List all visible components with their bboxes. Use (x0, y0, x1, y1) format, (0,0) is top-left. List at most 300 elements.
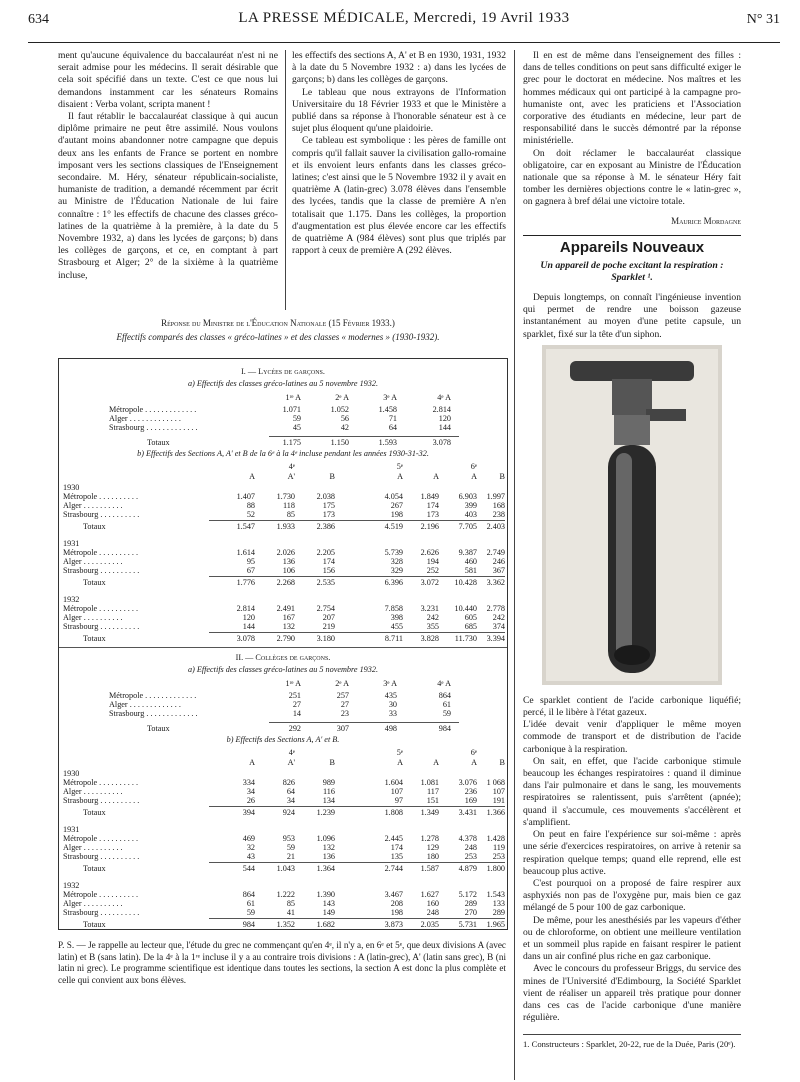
col2-paragraph: Ce tableau est symbolique : les pères de famille ont compris qu'il fallait sauver la civilisation gallo-romaine et ils envoient leurs enfants dans les classes gréco-latines; c'est ainsi que le 5 Novembre 1932 il y avait en quatrième A (latin-grec) 3.078 élèves dans l'ensemble des lycées, tandis que la classe de première A n'en totalisait que 1.175. Dans les collèges, la proportion d'augmentation est plus élevée encore car les effectifs de quatrième A (984 élèves) sont plus que triplés par rapport à ceux de première A (292 élèves. (292, 135, 506, 257)
table-cell: 1.071 (282, 405, 301, 414)
table-cell: 88 (246, 501, 255, 510)
row-label: Totaux (83, 864, 106, 873)
table-cell: 56 (340, 414, 349, 423)
table-cell: 367 (492, 566, 505, 575)
table-cell: 2.026 (276, 548, 295, 557)
table-cell: 498 (384, 724, 397, 733)
table-rule (209, 576, 505, 577)
table-cell: 1.849 (420, 492, 439, 501)
table-cell: 219 (322, 622, 335, 631)
table-cell: 3ᵉ A (383, 679, 397, 688)
table-cell: 5ᵉ (396, 462, 403, 471)
table-cell: 3ᵉ A (383, 393, 397, 402)
section-rule (523, 235, 741, 236)
table-cell: A' (287, 758, 295, 767)
table-cell: 1.965 (486, 920, 505, 929)
table-cell: B (329, 472, 335, 481)
table-cell: 85 (286, 899, 295, 908)
table-cell: 2.754 (316, 604, 335, 613)
table-cell: 198 (390, 908, 403, 917)
year-label: 1932 (63, 595, 80, 604)
table-cell: 10.440 (454, 604, 477, 613)
table-cell: 107 (492, 787, 505, 796)
table-cell: 34 (286, 796, 295, 805)
table-cell: 156 (322, 566, 335, 575)
table-cell: 292 (288, 724, 301, 733)
table-cell: 41 (286, 908, 295, 917)
col1-paragraph: ment qu'aucune équivalence du baccalauréat n'est ni ne serait admise pour les médecins. Il serait désirable que cela soit spécifié dans un texte. C'est ce que nous lui demandons instamment car les sénateurs Romains disaient : Verba volant, scripta manent ! (58, 50, 278, 110)
column-2 (292, 50, 506, 257)
table-cell: 10.428 (454, 578, 477, 587)
table-cell: 1.364 (316, 864, 335, 873)
table-cell: 394 (242, 808, 255, 817)
table-cell: 1ʳᵉ A (285, 679, 301, 688)
table-cell: 1 068 (486, 778, 505, 787)
table-cell: 2.038 (316, 492, 335, 501)
section-title: Appareils Nouveaux (559, 238, 705, 256)
table-cell: 252 (426, 566, 439, 575)
part-title: I. — Lycées de garçons. (241, 367, 325, 376)
table-heading: Réponse du Ministre de l'Éducation Nationale (15 Février 1933.) (161, 318, 395, 328)
table-cell: 59 (286, 843, 295, 852)
table-cell: 1.730 (276, 492, 295, 501)
table-cell: 180 (426, 852, 439, 861)
table-cell: 253 (492, 852, 505, 861)
table-cell: 253 (464, 852, 477, 861)
table-cell: 289 (492, 908, 505, 917)
table-cell: 175 (322, 501, 335, 510)
table-cell: 173 (426, 510, 439, 519)
row-label: Alger . . . . . . . . . . (63, 843, 123, 852)
table-cell: 328 (390, 557, 403, 566)
table-rule (59, 647, 507, 648)
table-cell: 1.627 (420, 890, 439, 899)
row-label: Strasbourg . . . . . . . . . . . . . (109, 423, 198, 432)
table-cell: 34 (246, 787, 255, 796)
row-label: Strasbourg . . . . . . . . . . (63, 908, 140, 917)
table-cell: 194 (426, 557, 439, 566)
table-cell: A (471, 758, 477, 767)
table-cell: 45 (292, 423, 301, 432)
table-rule (209, 806, 505, 807)
table-cell: 685 (464, 622, 477, 631)
table-cell: 1.278 (420, 834, 439, 843)
table-cell: 52 (246, 510, 255, 519)
col2-paragraph: les effectifs des sections A, A' et B en 1930, 1931, 1932 à la date du 5 Novembre 1932 : a) dans les lycées de garçons; b) dans les collèges de garçons. (292, 50, 506, 86)
table-cell: 238 (492, 510, 505, 519)
table-cell: 6ᵉ (470, 748, 477, 757)
table-cell: 2.403 (486, 522, 505, 531)
row-label: Strasbourg . . . . . . . . . . (63, 852, 140, 861)
table-cell: 33 (388, 709, 397, 718)
table-cell: 2.386 (316, 522, 335, 531)
table-cell: 1.366 (486, 808, 505, 817)
column-1 (58, 50, 278, 282)
table-cell: 134 (322, 796, 335, 805)
sub-table-title: a) Effectifs des classes gréco-latines au 5 novembre 1932. (187, 665, 378, 674)
table-cell: 2.445 (384, 834, 403, 843)
table-cell: 169 (464, 796, 477, 805)
table-cell: 30 (388, 700, 397, 709)
table-cell: A (249, 472, 255, 481)
table-cell: 1.407 (236, 492, 255, 501)
table-rule (269, 722, 459, 723)
table-cell: 207 (322, 613, 335, 622)
table-cell: A (397, 472, 403, 481)
table-cell: 1.150 (330, 438, 349, 447)
table-cell: 143 (322, 899, 335, 908)
journal-title: LA PRESSE MÉDICALE, Mercredi, 19 Avril 1933 (238, 10, 570, 26)
table-cell: 95 (246, 557, 255, 566)
table-cell: 2.268 (276, 578, 295, 587)
sub-table-title: a) Effectifs des classes gréco-latines au 5 novembre 1932. (187, 379, 378, 388)
table-cell: 399 (464, 501, 477, 510)
table-cell: 27 (340, 700, 349, 709)
table-cell: 1.239 (316, 808, 335, 817)
table-cell: 132 (282, 622, 295, 631)
table-cell: 1.458 (378, 405, 397, 414)
sub-table-title: b) Effectifs des Sections A, A' et B de la 6ᵉ à la 4ᵉ incluse pendant les années 1930-31-32. (137, 449, 429, 458)
table-cell: 826 (282, 778, 295, 787)
row-label: Métropole . . . . . . . . . . (63, 890, 139, 899)
table-rule (209, 632, 505, 633)
col1-paragraph: Il faut rétablir le baccalauréat classique à qui aucun diplôme primaire ne peut être assimilé. Nous voulons d'autant moins abandonner notre campagne que depuis deux ans les enfants de France se portent en nombre imposant vers les sections classiques de l'Enseignement secondaire. M. Héry, sénateur républicain-socialiste, humaniste de tradition, a demandé récemment par écrit au Ministre de l'Éducation Nationale de lui faire connaître : 1° les effectifs de chacune des classes gréco-latines de la quatrième à la première, à la date du 5 Novembre 1932, a) dans les lycées de garçons; b) dans les collèges de garçons, et ce, en comptant à part Strasbourg et Alger; 2° de la sixième à la quatrième incluse, (58, 111, 278, 281)
table-cell: 97 (394, 796, 403, 805)
table-cell: 236 (464, 787, 477, 796)
table-cell: A (433, 472, 439, 481)
row-label: Métropole . . . . . . . . . . (63, 548, 139, 557)
article-paragraph: On peut en faire l'expérience sur soi-même : après une série d'exercices respiratoires, on arrive à retenir sa respiration quelque temps; quand elle reprend, elle est beaucoup plus active. (523, 829, 741, 877)
table-cell: 248 (464, 843, 477, 852)
table-cell: 1.081 (420, 778, 439, 787)
table-cell: 2.814 (236, 604, 255, 613)
column-divider (514, 50, 515, 1080)
table-cell: 4ᵉ A (437, 393, 451, 402)
table-cell: 3.231 (420, 604, 439, 613)
row-label: Alger . . . . . . . . . . (63, 501, 123, 510)
table-cell: 3.467 (384, 890, 403, 899)
table-cell: 120 (242, 613, 255, 622)
table-cell: 1.593 (378, 438, 397, 447)
page-number: 634 (28, 12, 49, 27)
table-cell: 3.362 (486, 578, 505, 587)
row-label: Métropole . . . . . . . . . . . . . (109, 691, 197, 700)
table-cell: 242 (492, 613, 505, 622)
col2-paragraph: Le tableau que nous extrayons de l'Information Universitaire du 18 Février 1933 et que le Ministère a publié dans sa réponse à l'honorable sénateur est à ce sujet plus éloquent qu'une plaidoirie. (292, 86, 506, 135)
table-cell: 4ᵉ (288, 748, 295, 757)
table-cell: 119 (493, 843, 505, 852)
table-cell: A' (287, 472, 295, 481)
table-cell: 174 (390, 843, 403, 852)
table-cell: 2.814 (432, 405, 451, 414)
table-rule (209, 862, 505, 863)
table-cell: 864 (242, 890, 255, 899)
year-label: 1930 (63, 769, 80, 778)
table-cell: 3.072 (420, 578, 439, 587)
table-cell: 136 (322, 852, 335, 861)
row-label: Totaux (147, 724, 170, 733)
statistics-table (58, 358, 508, 930)
row-label: Alger . . . . . . . . . . . . . (109, 700, 181, 709)
table-cell: 374 (492, 622, 505, 631)
table-cell: 1.428 (486, 834, 505, 843)
table-cell: 174 (426, 501, 439, 510)
table-cell: 151 (426, 796, 439, 805)
table-cell: 144 (242, 622, 255, 631)
table-cell: 42 (340, 423, 349, 432)
table-cell: 7.858 (384, 604, 403, 613)
table-cell: 59 (442, 709, 451, 718)
table-cell: 1.614 (236, 548, 255, 557)
table-cell: 329 (390, 566, 403, 575)
table-cell: 242 (426, 613, 439, 622)
year-label: 1930 (63, 483, 80, 492)
table-cell: 2ᵉ A (335, 393, 349, 402)
table-cell: 334 (242, 778, 255, 787)
table-cell: 6ᵉ (470, 462, 477, 471)
table-cell: 1.390 (316, 890, 335, 899)
table-subheading: Effectifs comparés des classes « gréco-latines » et des classes « modernes » (1930-1932). (116, 332, 440, 342)
row-label: Alger . . . . . . . . . . (63, 899, 123, 908)
table-cell: 1.997 (486, 492, 505, 501)
table-cell: A (249, 758, 255, 767)
article-paragraph: Avec le concours du professeur Briggs, du service des mines de l'Université d'Edimbourg, la Société Sparklet vient de réaliser un appareil très pratique pour donner dans ces cas de l'acide carbonique d'une manière régulière. (523, 963, 741, 1024)
table-cell: 460 (464, 557, 477, 566)
table-cell: 1.682 (316, 920, 335, 929)
table-cell: 5.731 (458, 920, 477, 929)
table-cell: 403 (464, 510, 477, 519)
table-cell: 198 (390, 510, 403, 519)
table-cell: 2.491 (276, 604, 295, 613)
table-cell: 307 (336, 724, 349, 733)
table-cell: 67 (246, 566, 255, 575)
column-divider (285, 50, 286, 310)
table-cell: 2.035 (420, 920, 439, 929)
table-cell: 120 (438, 414, 451, 423)
table-cell: 1.587 (420, 864, 439, 873)
table-cell: 59 (292, 414, 301, 423)
article-subtitle: Un appareil de poche excitant la respiration : Sparklet ¹. (540, 260, 724, 284)
table-cell: 984 (242, 920, 255, 929)
row-label: Métropole . . . . . . . . . . . . . (109, 405, 197, 414)
table-cell: A (433, 758, 439, 767)
table-cell: 61 (442, 700, 451, 709)
table-cell: 3.873 (384, 920, 403, 929)
table-cell: 4ᵉ (288, 462, 295, 471)
year-label: 1931 (63, 825, 80, 834)
row-label: Totaux (83, 920, 106, 929)
table-cell: 398 (390, 613, 403, 622)
table-cell: 2.205 (316, 548, 335, 557)
table-cell: 2.626 (420, 548, 439, 557)
sparklet-device-icon (542, 345, 722, 685)
table-cell: 2ᵉ A (335, 679, 349, 688)
table-cell: 1.543 (486, 890, 505, 899)
table-cell: 953 (282, 834, 295, 843)
table-cell: 1.547 (236, 522, 255, 531)
table-cell: 267 (390, 501, 403, 510)
table-cell: 136 (282, 557, 295, 566)
table-cell: 2.778 (486, 604, 505, 613)
table-cell: 8.711 (384, 634, 403, 643)
table-cell: 2.535 (316, 578, 335, 587)
table-cell: 135 (390, 852, 403, 861)
article-paragraph: On sait, en effet, que l'acide carbonique stimule beaucoup les échanges respiratoires : quand il diminue dans l'air pulmonaire et dans le sang, les mouvements respiratoires se ralentissent, puis s'arrêtent (apnée); quand il s'accumule, ces mouvements s'accélèrent et s'amplifient. (523, 755, 741, 828)
table-cell: 989 (322, 778, 335, 787)
table-cell: 469 (242, 834, 255, 843)
postscript: P. S. — Je rappelle au lecteur que, l'étude du grec ne commençant qu'en 4ᵉ, il n'y a, en 6ᵉ et 5ᵉ, que deux divisions A (avec latin) et B (sans latin). De la 4ᵉ à la 1ʳᵉ incluse il y a au contraire trois divisions : A (latin-grec), A' (latin sans grec), B (ni latin ni grec). Le programme scientifique est identique dans toutes les sections, la section A est donc la plus complète et celle qui convient aux bons élèves. (58, 940, 506, 985)
table-cell: 6.903 (458, 492, 477, 501)
row-label: Strasbourg . . . . . . . . . . (63, 510, 140, 519)
table-cell: 1.222 (276, 890, 295, 899)
table-cell: 251 (288, 691, 301, 700)
table-cell: 160 (426, 899, 439, 908)
table-cell: 2.744 (384, 864, 403, 873)
table-cell: 61 (246, 899, 255, 908)
table-cell: 5.172 (458, 890, 477, 899)
table-cell: 1.175 (282, 438, 301, 447)
column-3 (523, 50, 741, 1024)
table-cell: 85 (286, 510, 295, 519)
row-label: Métropole . . . . . . . . . . (63, 778, 139, 787)
year-label: 1931 (63, 539, 80, 548)
row-label: Strasbourg . . . . . . . . . . (63, 796, 140, 805)
header-rule (28, 42, 780, 43)
table-cell: 129 (426, 843, 439, 852)
table-cell: 11.730 (454, 634, 477, 643)
table-cell: 2.749 (486, 548, 505, 557)
row-label: Strasbourg . . . . . . . . . . (63, 622, 140, 631)
row-label: Totaux (83, 808, 106, 817)
table-cell: 132 (322, 843, 335, 852)
table-cell: 26 (246, 796, 255, 805)
table-cell: 4.054 (384, 492, 403, 501)
table-rule (209, 520, 505, 521)
table-cell: 2.790 (276, 634, 295, 643)
table-cell: 43 (246, 852, 255, 861)
table-cell: 4.879 (458, 864, 477, 873)
table-cell: 6.396 (384, 578, 403, 587)
part-title: II. — Collèges de garçons. (235, 653, 331, 662)
table-cell: 149 (322, 908, 335, 917)
table-cell: 27 (292, 700, 301, 709)
table-cell: 106 (282, 566, 295, 575)
table-cell: 455 (390, 622, 403, 631)
table-cell: B (499, 472, 505, 481)
table-cell: 246 (492, 557, 505, 566)
table-cell: 4.378 (458, 834, 477, 843)
table-cell: 1ʳᵉ A (285, 393, 301, 402)
table-cell: 191 (492, 796, 505, 805)
table-cell: 581 (464, 566, 477, 575)
table-cell: 544 (242, 864, 255, 873)
article-paragraph: C'est pourquoi on a proposé de faire respirer aux asphyxiés non pas de l'oxygène pur, mais bien ce gaz mélangé de 5 pour 100 de gaz carbonique. (523, 877, 741, 914)
table-cell: 1.604 (384, 778, 403, 787)
row-label: Strasbourg . . . . . . . . . . . . . (109, 709, 198, 718)
table-cell: 3.828 (420, 634, 439, 643)
table-cell: 2.196 (420, 522, 439, 531)
sparklet-illustration (542, 345, 722, 685)
sub-table-title: b) Effectifs des Sections A, A' et B. (226, 735, 340, 744)
table-cell: 3.180 (316, 634, 335, 643)
table-cell: 864 (438, 691, 451, 700)
table-cell: 257 (336, 691, 349, 700)
row-label: Alger . . . . . . . . . . (63, 613, 123, 622)
table-cell: 270 (464, 908, 477, 917)
article-paragraph: L'idée devait venir d'appliquer le même moyen commode de transport et de distribution de l'acide carbonique à la respiration. (523, 719, 741, 755)
table-cell: 1.096 (316, 834, 335, 843)
table-cell: 1.800 (486, 864, 505, 873)
table-cell: 1.808 (384, 808, 403, 817)
table-cell: 64 (388, 423, 397, 432)
table-cell: A (471, 472, 477, 481)
table-cell: 4.519 (384, 522, 403, 531)
table-cell: 14 (292, 709, 301, 718)
table-cell: 71 (388, 414, 397, 423)
row-label: Strasbourg . . . . . . . . . . (63, 566, 140, 575)
footnote: 1. Constructeurs : Sparklet, 20-22, rue de la Duée, Paris (20ᵉ). (523, 1034, 741, 1050)
row-label: Totaux (83, 634, 106, 643)
table-cell: 1.352 (276, 920, 295, 929)
table-cell: 64 (286, 787, 295, 796)
table-cell: 924 (282, 808, 295, 817)
table-cell: 4ᵉ A (437, 679, 451, 688)
issue-number: N° 31 (746, 12, 780, 27)
table-cell: 23 (340, 709, 349, 718)
col3-paragraph: Il en est de même dans l'enseignement des filles : dans de telles conditions on peut sans difficulté exiger le grec pour le doctorat en médecine. Nos maîtres et les hommes médicaux qui ont participé à la campagne pro-humaniste ont, avec les praticiens et l'Association corporative des étudiants en médecine, leur part de responsabilité dans le succès démontré par la réponse ministérielle. (523, 50, 741, 147)
table-cell: 3.078 (236, 634, 255, 643)
table-cell: 167 (282, 613, 295, 622)
table-cell: A (397, 758, 403, 767)
table-cell: 107 (390, 787, 403, 796)
table-cell: B (499, 758, 505, 767)
table-cell: 605 (464, 613, 477, 622)
table-cell: 3.078 (432, 438, 451, 447)
table-cell: 59 (246, 908, 255, 917)
author-signature: Maurice Mordagne (671, 215, 741, 226)
table-cell: 1.349 (420, 808, 439, 817)
table-cell: 133 (492, 899, 505, 908)
row-label: Alger . . . . . . . . . . (63, 787, 123, 796)
row-label: Alger . . . . . . . . . . (63, 557, 123, 566)
row-label: Alger . . . . . . . . . . . . . (109, 414, 181, 423)
table-cell: 5.739 (384, 548, 403, 557)
row-label: Métropole . . . . . . . . . . (63, 604, 139, 613)
article-intro: Depuis longtemps, on connaît l'ingénieuse invention qui permet de rendre une boisson gazeuse instantanément au moyen d'une petite capsule, un sparklet, fixé sur la tête d'un siphon. (523, 292, 741, 340)
table-cell: 1.052 (330, 405, 349, 414)
row-label: Totaux (83, 578, 106, 587)
row-label: Métropole . . . . . . . . . . (63, 492, 139, 501)
page-header (28, 4, 780, 38)
table-cell: 208 (390, 899, 403, 908)
table-cell: 3.076 (458, 778, 477, 787)
table-cell: 5ᵉ (396, 748, 403, 757)
table-cell: 117 (427, 787, 439, 796)
table-cell: 9.387 (458, 548, 477, 557)
table-cell: 248 (426, 908, 439, 917)
table-cell: 984 (438, 724, 451, 733)
table-cell: 3.431 (458, 808, 477, 817)
table-cell: 3.394 (486, 634, 505, 643)
table-cell: 144 (438, 423, 451, 432)
table-cell: 7.705 (458, 522, 477, 531)
row-label: Totaux (83, 522, 106, 531)
article-paragraph: Ce sparklet contient de l'acide carbonique liquéfié; percé, il le libère à l'état gazeux. (523, 694, 741, 719)
table-cell: 21 (286, 852, 295, 861)
table-cell: 1.043 (276, 864, 295, 873)
row-label: Métropole . . . . . . . . . . (63, 834, 139, 843)
table-rule (269, 436, 459, 437)
